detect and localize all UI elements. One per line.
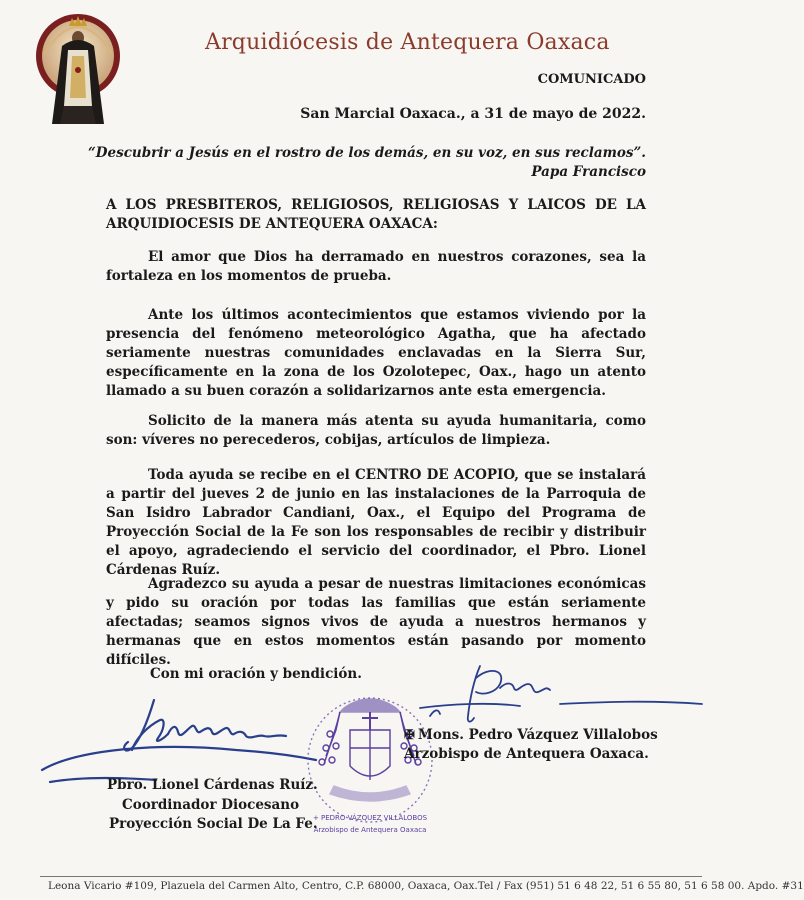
epigraph-author: Papa Francisco: [531, 164, 646, 180]
archbishop-name: Mons. Pedro Vázquez Villalobos: [417, 727, 658, 743]
document-date: San Marcial Oaxaca., a 31 de mayo de 2022.: [300, 106, 646, 122]
paragraph-5: Agradezco su ayuda a pesar de nuestras limitaciones económicas y pido su oración por todas las familias que están seriamente afectadas; seamos signos vivos de ayuda a nuestros hermanos y hermanas que en estos momentos están pasando por momento difíciles.: [106, 576, 646, 668]
archdiocese-logo: [34, 6, 122, 130]
paragraph-2: Ante los últimos acontecimientos que estamos viviendo por la presencia del fenómeno meteorológico Agatha, que ha afectado seriamente nuestras comunidades enclavadas en la Sierra Sur, específicamente en la zona de los Ozolotepec, Oax., hago un atento llamado a su buen corazón a solidarizarnos ante esta emergencia.: [106, 307, 646, 399]
paragraph-3: Solicito de la manera más atenta su ayuda humanitaria, como son: víveres no perecederos, cobijas, artículos de limpieza.: [106, 413, 646, 448]
closing-line: Con mi oración y bendición.: [150, 666, 362, 682]
epigraph-text: “Descubrir a Jesús en el rostro de los demás, en su voz, en sus reclamos”.: [88, 145, 646, 161]
org-title: Arquidiócesis de Antequera Oaxaca: [205, 30, 610, 55]
coordinator-name: Pbro. Lionel Cárdenas Ruíz.: [107, 777, 318, 793]
coordinator-signature-block: [107, 776, 318, 835]
document-type: COMUNICADO: [537, 72, 646, 87]
archbishop-signature-block: [404, 726, 658, 764]
footer-divider: [40, 876, 702, 877]
cross-icon: ✠: [404, 728, 415, 743]
footer-address: Leona Vicario #109, Plazuela del Carmen Alto, Centro, C.P. 68000, Oaxaca, Oax.Tel / Fax (951) 51 6 48 22, 51 6 55 80, 51 6 58 00. Apdo. #31: [48, 880, 804, 892]
paragraph-1: El amor que Dios ha derramado en nuestros corazones, sea la fortaleza en los momentos de prueba.: [106, 249, 646, 284]
seal-caption: Arzobispo de Antequera Oaxaca: [313, 826, 427, 834]
coordinator-department: Proyección Social De La Fe.: [109, 816, 318, 832]
epigraph: [88, 144, 646, 182]
archbishop-title: Arzobispo de Antequera Oaxaca.: [404, 746, 649, 762]
paragraph-4: Toda ayuda se recibe en el CENTRO DE ACOPIO, que se instalará a partir del jueves 2 de junio en las instalaciones de la Parroquia de San Isidro Labrador Candiani, Oax., el Equipo del Programa de Proyección Social de la Fe son los responsables de recibir y distribuir el apoyo, agradeciendo el servicio del coordinador, el Pbro. Lionel Cárdenas Ruíz.: [106, 467, 646, 578]
seal-ring-text: + PEDRO VÁZQUEZ VILLALOBOS: [312, 814, 428, 822]
addressee: A LOS PRESBITEROS, RELIGIOSOS, RELIGIOSAS Y LAICOS DE LA ARQUIDIOCESIS DE ANTEQUERA OAXACA:: [106, 197, 646, 232]
coordinator-title: Coordinador Diocesano: [122, 796, 300, 813]
